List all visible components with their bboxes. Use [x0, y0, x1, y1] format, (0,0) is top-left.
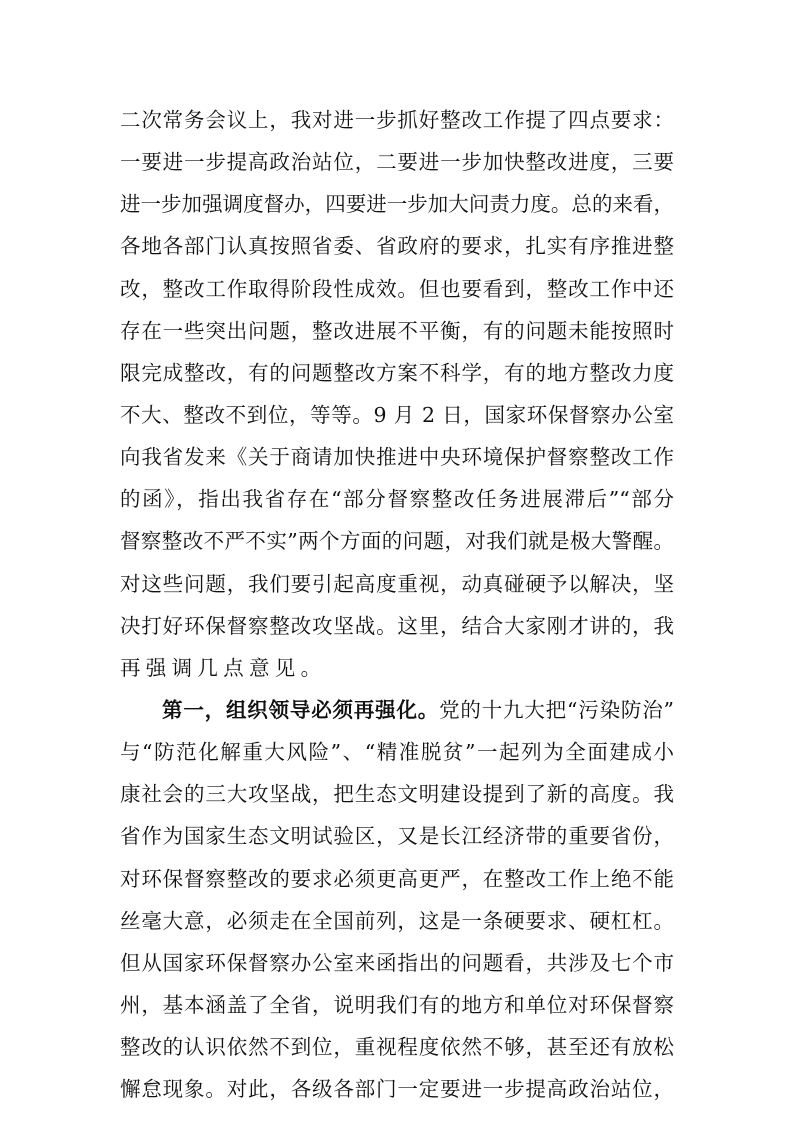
text-line: 再强调几点意见。 [120, 655, 327, 680]
text-line: 督察整改不严不实”两个方面的问题，对我们就是极大警醒。 [120, 529, 674, 554]
text-line: 整改的认识依然不到位，重视程度依然不够，甚至还有放松 [120, 1035, 674, 1060]
text-line: 丝毫大意，必须走在全国前列，这是一条硬要求、硬杠杠。 [120, 908, 674, 933]
text-line: 的函》，指出我省存在“部分督察整改任务进展滞后”“部分 [120, 487, 674, 512]
text-line: 对这些问题，我们要引起高度重视，动真碰硬予以解决，坚 [120, 571, 674, 596]
text-line: 州，基本涵盖了全省，说明我们有的地方和单位对环保督察 [120, 992, 674, 1017]
text-line: 向我省发来《关于商请加快推进中央环境保护督察整改工作 [120, 445, 674, 470]
text-line: 各地各部门认真按照省委、省政府的要求，扎实有序推进整 [120, 234, 674, 259]
text-line: 不大、整改不到位，等等。9 月 2 日，国家环保督察办公室 [120, 402, 674, 427]
text-line: 与“防范化解重大风险”、“精准脱贫”一起列为全面建成小 [120, 740, 674, 765]
text-line: 懈怠现象。对此，各级各部门一定要进一步提高政治站位， [120, 1077, 674, 1102]
text-line: 改，整改工作取得阶段性成效。但也要看到，整改工作中还 [120, 276, 674, 301]
text-line: 康社会的三大攻坚战，把生态文明建设提到了新的高度。我 [120, 782, 674, 807]
text-line-first [120, 689, 674, 731]
text-line: 存在一些突出问题，整改进展不平衡，有的问题未能按照时 [120, 318, 674, 343]
text-line: 一要进一步提高政治站位，二要进一步加快整改进度，三要 [120, 150, 674, 175]
text-line: 决打好环保督察整改攻坚战。这里，结合大家刚才讲的，我 [120, 613, 674, 638]
text-line: 但从国家环保督察办公室来函指出的问题看，共涉及七个市 [120, 950, 674, 975]
text-line: 省作为国家生态文明试验区，又是长江经济带的重要省份， [120, 824, 674, 849]
paragraph-1 [120, 99, 674, 689]
text-line: 对环保督察整改的要求必须更高更严，在整改工作上绝不能 [120, 866, 674, 891]
paragraph-2 [120, 689, 674, 1110]
section-heading: 第一，组织领导必须再强化。 [162, 697, 440, 722]
document-page [120, 99, 674, 1110]
text-line: 进一步加强调度督办，四要进一步加大问责力度。总的来看， [120, 192, 674, 217]
text-line: 限完成整改，有的问题整改方案不科学，有的地方整改力度 [120, 360, 674, 385]
text-line: 二次常务会议上，我对进一步抓好整改工作提了四点要求： [120, 108, 674, 132]
text-span: 党的十九大把“污染防治” [439, 697, 675, 722]
